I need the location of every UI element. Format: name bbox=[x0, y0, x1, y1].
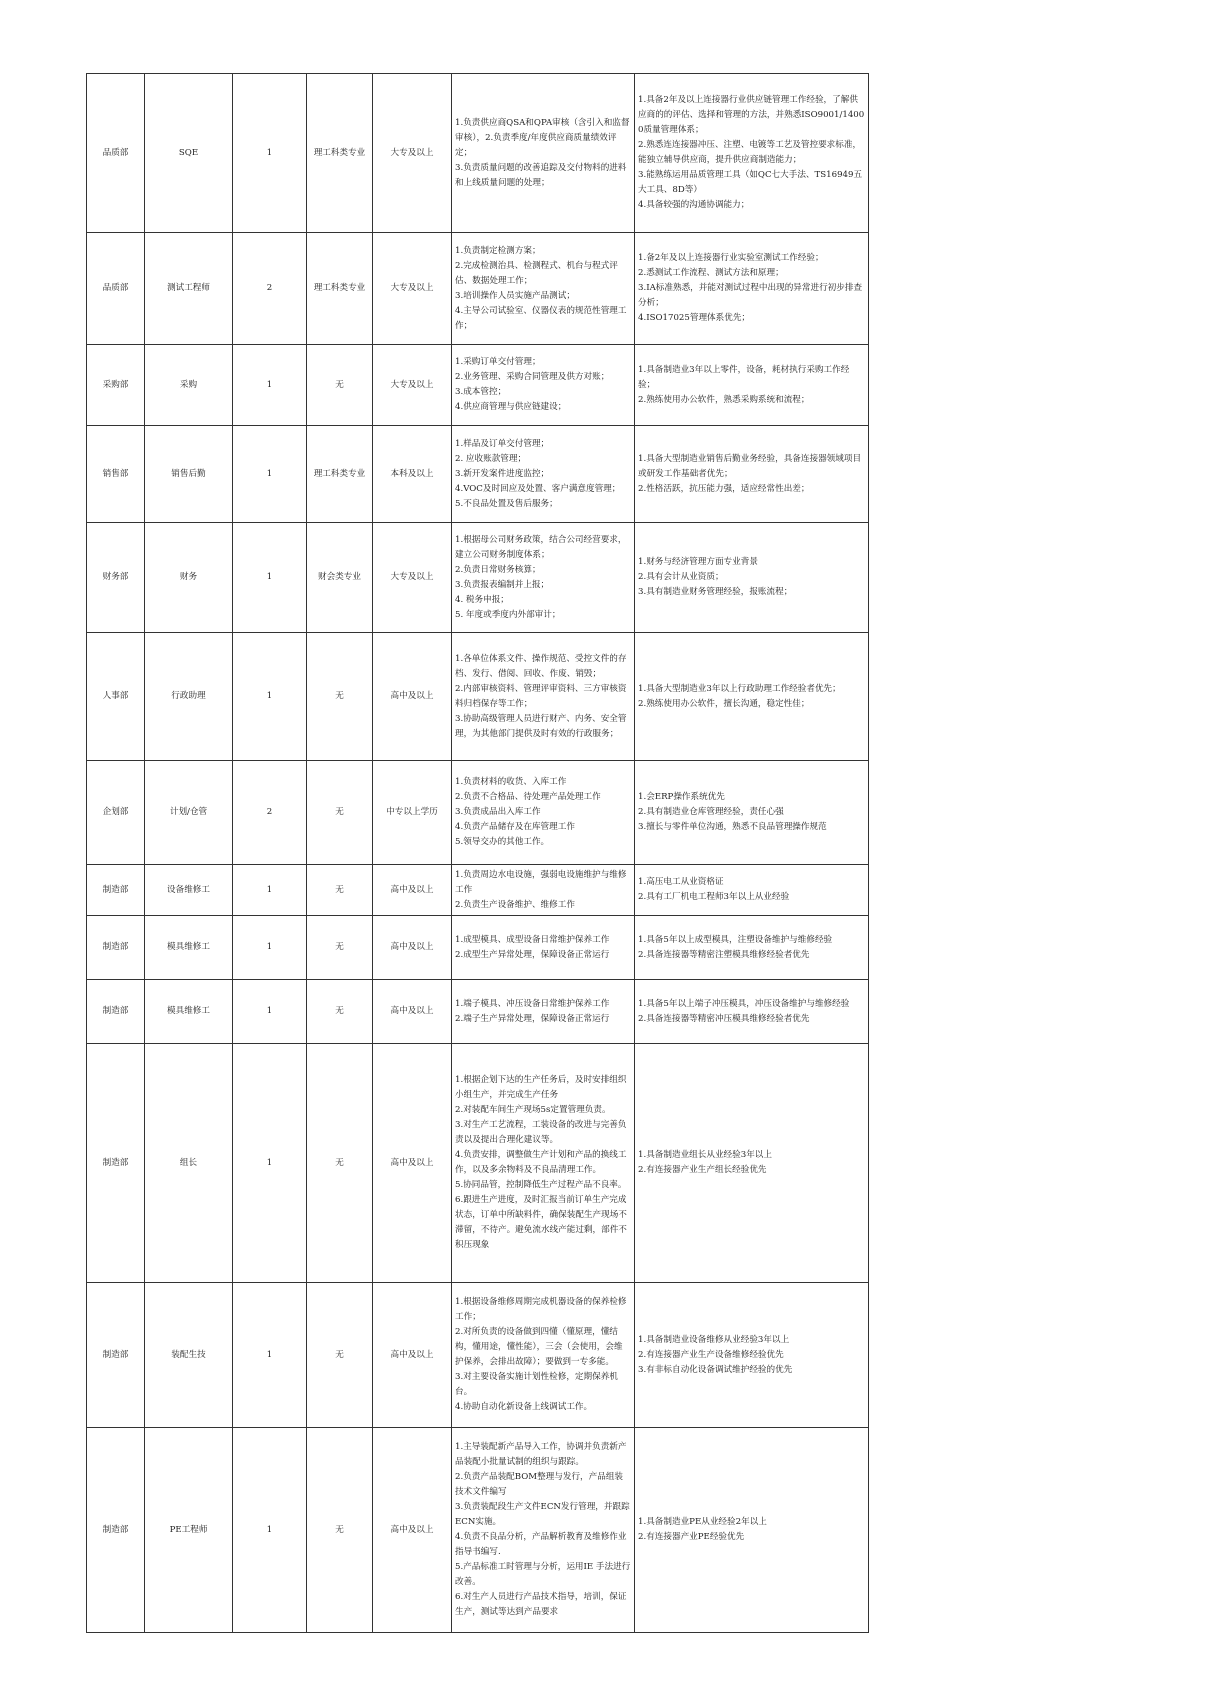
requirements-cell bbox=[635, 1283, 869, 1428]
duties-cell bbox=[452, 761, 635, 865]
position-cell: 销售后勤 bbox=[145, 426, 233, 523]
duties-cell bbox=[452, 523, 635, 633]
duty-line: 1.负责制定检测方案； bbox=[455, 245, 541, 256]
duty-line: 3.对主要设备实施计划性检修，定期保养机台。 bbox=[455, 1372, 618, 1397]
table-body bbox=[87, 74, 869, 1633]
requirement-line: 3.擅长与零件单位沟通，熟悉不良品管理操作规范 bbox=[638, 822, 827, 832]
requirement-line: 2.有连接器产业生产组长经验优先 bbox=[638, 1165, 767, 1175]
duties-cell bbox=[452, 1283, 635, 1428]
dept-cell: 企划部 bbox=[87, 761, 145, 865]
requirement-line: 1.具备大型制造业3年以上行政助理工作经验者优先； bbox=[638, 683, 841, 694]
major-cell: 无 bbox=[307, 345, 373, 426]
duty-line: 1.负责材料的收货、入库工作 bbox=[455, 777, 567, 787]
education-cell: 本科及以上 bbox=[373, 426, 452, 523]
major-cell: 无 bbox=[307, 1044, 373, 1283]
requirement-line: 1.高压电工从业资格证 bbox=[638, 877, 724, 887]
headcount-cell: 1 bbox=[233, 74, 307, 233]
requirement-line: 2.具备连接器等精密注塑模具维修经验者优先 bbox=[638, 949, 810, 960]
headcount-cell: 1 bbox=[233, 523, 307, 633]
requirement-line: 1.具备大型制造业销售后勤业务经验，具备连接器领域项目或研发工作基础者优先； bbox=[638, 453, 862, 479]
duty-line: 5.协同品管，控制降低生产过程产品不良率。 bbox=[455, 1180, 627, 1190]
duties-cell bbox=[452, 1428, 635, 1633]
duty-line: 5. 年度或季度内外部审计； bbox=[455, 609, 561, 620]
education-cell: 大专及以上 bbox=[373, 345, 452, 426]
duty-line: 6.对生产人员进行产品技术指导，培训，保证生产，测试等达到产品要求 bbox=[455, 1592, 627, 1617]
requirements-cell bbox=[635, 980, 869, 1044]
position-cell: 模具维修工 bbox=[145, 980, 233, 1044]
education-cell: 大专及以上 bbox=[373, 233, 452, 345]
duty-line: 4.负责安排，调整做生产计划和产品的换线工作，以及多余物料及不良品清理工作。 bbox=[455, 1150, 627, 1175]
requirements-cell bbox=[635, 916, 869, 980]
duty-line: 1.根据企划下达的生产任务后，及时安排组织小组生产，并完成生产任务 bbox=[455, 1075, 627, 1100]
headcount-cell: 1 bbox=[233, 345, 307, 426]
duty-line: 4. 税务申报； bbox=[455, 594, 509, 605]
duty-line: 5.产品标准工时管理与分析，运用IE 手法进行改善。 bbox=[455, 1562, 631, 1587]
table-row bbox=[87, 345, 869, 426]
dept-cell: 制造部 bbox=[87, 865, 145, 916]
position-cell: 设备维修工 bbox=[145, 865, 233, 916]
duty-line: 2.对装配车间生产现场5s定置管理负责。 bbox=[455, 1105, 611, 1115]
requirements-cell bbox=[635, 865, 869, 916]
duty-line: 2.成型生产异常处理，保障设备正常运行 bbox=[455, 949, 610, 960]
table-row bbox=[87, 1283, 869, 1428]
dept-cell: 品质部 bbox=[87, 233, 145, 345]
headcount-cell: 1 bbox=[233, 1283, 307, 1428]
duty-line: 5.不良品处置及售后服务； bbox=[455, 498, 558, 509]
duties-cell bbox=[452, 233, 635, 345]
duty-line: 4.协助自动化新设备上线调试工作。 bbox=[455, 1402, 593, 1412]
requirement-line: 4.具备较强的沟通协调能力； bbox=[638, 200, 750, 210]
duty-line: 1.端子模具、冲压设备日常维护保养工作 bbox=[455, 998, 610, 1009]
duty-line: 5.领导交办的其他工作。 bbox=[455, 837, 550, 847]
requirement-line: 2.具有会计从业资质； bbox=[638, 572, 724, 582]
duty-line: 1.成型模具、成型设备日常维护保养工作 bbox=[455, 934, 610, 945]
major-cell: 理工科类专业 bbox=[307, 426, 373, 523]
major-cell: 无 bbox=[307, 633, 373, 761]
table-row bbox=[87, 1428, 869, 1633]
requirement-line: 1.具备制造业设备维修从业经验3年以上 bbox=[638, 1334, 790, 1345]
duties-cell bbox=[452, 426, 635, 523]
duty-line: 3.成本管控； bbox=[455, 387, 507, 397]
duties-cell bbox=[452, 865, 635, 916]
requirement-line: 2.有连接器产业PE经验优先 bbox=[638, 1532, 745, 1542]
position-cell: 模具维修工 bbox=[145, 916, 233, 980]
duty-line: 3.培训操作人员实施产品测试； bbox=[455, 290, 575, 301]
requirement-line: 1.具备5年以上成型模具，注塑设备维护与维修经验 bbox=[638, 934, 833, 945]
duty-line: 2.对所负责的设备做到四懂（懂原理，懂结构，懂用途，懂性能），三会（会使用，会维护保养，会排出故障）；要做到一专多能。 bbox=[455, 1327, 623, 1367]
duty-line: 1.样品及订单交付管理； bbox=[455, 438, 550, 449]
duties-cell bbox=[452, 1044, 635, 1283]
duty-line: 3.负责质量问题的改善追踪及交付物料的进料和上线质量问题的处理； bbox=[455, 162, 627, 188]
duty-line: 2.业务管理、采购合同管理及供方对账； bbox=[455, 372, 610, 382]
dept-cell: 制造部 bbox=[87, 1044, 145, 1283]
requirement-line: 2.具有制造业仓库管理经验，责任心强 bbox=[638, 807, 784, 817]
requirement-line: 3.IA标准熟悉，并能对测试过程中出现的异常进行初步排查分析； bbox=[638, 283, 863, 308]
requirements-cell bbox=[635, 426, 869, 523]
duty-line: 2.负责生产设备维护、维修工作 bbox=[455, 899, 575, 910]
duty-line: 4.主导公司试验室、仪器仪表的规范性管理工作； bbox=[455, 305, 627, 331]
headcount-cell: 1 bbox=[233, 916, 307, 980]
table-row bbox=[87, 916, 869, 980]
education-cell: 高中及以上 bbox=[373, 1283, 452, 1428]
duty-line: 3.对生产工艺流程，工装设备的改进与完善负责以及提出合理化建议等。 bbox=[455, 1120, 627, 1145]
requirement-line: 1.具备制造业组长从业经验3年以上 bbox=[638, 1150, 772, 1160]
requirements-cell bbox=[635, 633, 869, 761]
requirements-cell bbox=[635, 233, 869, 345]
duty-line: 4.VOC及时回应及处置、客户满意度管理； bbox=[455, 483, 621, 494]
position-cell: 财务 bbox=[145, 523, 233, 633]
table-row bbox=[87, 865, 869, 916]
recruitment-table bbox=[86, 73, 869, 1633]
duties-cell bbox=[452, 980, 635, 1044]
duty-line: 1.主导装配新产品导入工作，协调并负责新产品装配小批量试制的组织与跟踪。 bbox=[455, 1442, 627, 1467]
headcount-cell: 1 bbox=[233, 980, 307, 1044]
requirement-line: 2.有连接器产业生产设备维修经验优先 bbox=[638, 1349, 784, 1360]
requirement-line: 1.具备制造业PE从业经验2年以上 bbox=[638, 1517, 767, 1527]
duty-line: 2.负责日常财务核算； bbox=[455, 564, 541, 575]
requirement-line: 4.ISO17025管理体系优先； bbox=[638, 313, 751, 323]
education-cell: 高中及以上 bbox=[373, 633, 452, 761]
duty-line: 1.根据母公司财务政策，结合公司经营要求，建立公司财务制度体系； bbox=[455, 534, 627, 560]
major-cell: 无 bbox=[307, 761, 373, 865]
table-row bbox=[87, 233, 869, 345]
duty-line: 2.负责产品装配BOM整理与发行，产品组装技术文件编写 bbox=[455, 1472, 624, 1497]
major-cell: 无 bbox=[307, 980, 373, 1044]
duty-line: 4.负责不良品分析，产品解析教育及维修作业指导书编写. bbox=[455, 1532, 627, 1557]
duty-line: 2. 应收账款管理； bbox=[455, 453, 527, 464]
duty-line: 2.内部审核资料、管理评审资料、三方审核资料归档保存等工作； bbox=[455, 683, 627, 709]
headcount-cell: 1 bbox=[233, 426, 307, 523]
major-cell: 财会类专业 bbox=[307, 523, 373, 633]
education-cell: 大专及以上 bbox=[373, 523, 452, 633]
position-cell: 采购 bbox=[145, 345, 233, 426]
table-row bbox=[87, 761, 869, 865]
table-row bbox=[87, 1044, 869, 1283]
major-cell: 无 bbox=[307, 1283, 373, 1428]
major-cell: 无 bbox=[307, 865, 373, 916]
requirement-line: 1.会ERP操作系统优先 bbox=[638, 792, 725, 802]
duty-line: 3.负责成品出入库工作 bbox=[455, 807, 541, 817]
education-cell: 高中及以上 bbox=[373, 1044, 452, 1283]
position-cell: 组长 bbox=[145, 1044, 233, 1283]
headcount-cell: 1 bbox=[233, 633, 307, 761]
dept-cell: 采购部 bbox=[87, 345, 145, 426]
duty-line: 1.根据设备维修周期完成机器设备的保养检修工作； bbox=[455, 1297, 627, 1322]
major-cell: 无 bbox=[307, 916, 373, 980]
education-cell: 高中及以上 bbox=[373, 916, 452, 980]
major-cell: 理工科类专业 bbox=[307, 74, 373, 233]
duties-cell bbox=[452, 74, 635, 233]
requirement-line: 3.能熟练运用品质管理工具（如QC七大手法、TS16949五大工具、8D等） bbox=[638, 170, 863, 195]
major-cell: 无 bbox=[307, 1428, 373, 1633]
requirement-line: 3.具有制造业财务管理经验，报账流程； bbox=[638, 587, 793, 597]
dept-cell: 销售部 bbox=[87, 426, 145, 523]
requirement-line: 1.备2年及以上连接器行业实验室测试工作经验； bbox=[638, 253, 824, 263]
headcount-cell: 2 bbox=[233, 233, 307, 345]
requirement-line: 1.具备2年及以上连接器行业供应链管理工作经验，了解供应商的的评估、选择和管理的方法，并熟悉ISO9001/14000质量管理体系； bbox=[638, 95, 865, 135]
requirements-cell bbox=[635, 74, 869, 233]
requirement-line: 2.性格活跃，抗压能力强，适应经常性出差； bbox=[638, 483, 810, 494]
position-cell: 装配生技 bbox=[145, 1283, 233, 1428]
dept-cell: 人事部 bbox=[87, 633, 145, 761]
duty-line: 3.新开发案件进度监控； bbox=[455, 468, 550, 479]
headcount-cell: 1 bbox=[233, 865, 307, 916]
table-row bbox=[87, 74, 869, 233]
duty-line: 3.负责报表编制并上报； bbox=[455, 579, 550, 590]
education-cell: 中专以上学历 bbox=[373, 761, 452, 865]
requirement-line: 1.财务与经济管理方面专业背景 bbox=[638, 557, 758, 567]
duty-line: 1.采购订单交付管理； bbox=[455, 357, 541, 367]
requirements-cell bbox=[635, 523, 869, 633]
duty-line: 2.负责不合格品、待处理产品处理工作 bbox=[455, 792, 601, 802]
requirement-line: 2.悉测试工作流程、测试方法和原理； bbox=[638, 268, 784, 278]
major-cell: 理工科类专业 bbox=[307, 233, 373, 345]
dept-cell: 制造部 bbox=[87, 980, 145, 1044]
duty-line: 6.跟进生产进度，及时汇报当前订单生产完成状态，订单中所缺料件，确保装配生产现场不滞留，不待产。避免流水线产能过剩，部件不积压现象 bbox=[455, 1195, 627, 1250]
duty-line: 4.供应商管理与供应链建设； bbox=[455, 402, 567, 412]
headcount-cell: 2 bbox=[233, 761, 307, 865]
dept-cell: 财务部 bbox=[87, 523, 145, 633]
duty-line: 3.协助高级管理人员进行财产、内务、安全管理，为其他部门提供及时有效的行政服务； bbox=[455, 713, 627, 739]
requirement-line: 1.具备5年以上端子冲压模具，冲压设备维护与维修经验 bbox=[638, 998, 850, 1009]
requirements-cell bbox=[635, 1428, 869, 1633]
requirement-line: 2.具有工厂机电工程师3年以上从业经验 bbox=[638, 892, 790, 902]
education-cell: 高中及以上 bbox=[373, 980, 452, 1044]
position-cell: 测试工程师 bbox=[145, 233, 233, 345]
dept-cell: 制造部 bbox=[87, 916, 145, 980]
position-cell: 计划/仓管 bbox=[145, 761, 233, 865]
requirement-line: 2.熟悉连连接器冲压、注塑、电镀等工艺及管控要求标准，能独立辅导供应商，提升供应商制造能力； bbox=[638, 140, 862, 165]
dept-cell: 品质部 bbox=[87, 74, 145, 233]
requirement-line: 2.熟练使用办公软件，擅长沟通，稳定性佳； bbox=[638, 698, 810, 709]
duties-cell bbox=[452, 916, 635, 980]
duty-line: 3.负责装配段生产文件ECN发行管理，并跟踪ECN实施。 bbox=[455, 1502, 630, 1527]
requirements-cell bbox=[635, 761, 869, 865]
table-row bbox=[87, 980, 869, 1044]
duties-cell bbox=[452, 345, 635, 426]
duty-line: 1.负责供应商QSA和QPA审核（含引入和监督审核），2.负责季度/年度供应商质量绩效评定； bbox=[455, 117, 630, 158]
duties-cell bbox=[452, 633, 635, 761]
requirement-line: 3.有非标自动化设备调试维护经验的优先 bbox=[638, 1364, 793, 1375]
dept-cell: 制造部 bbox=[87, 1428, 145, 1633]
table-row bbox=[87, 633, 869, 761]
education-cell: 高中及以上 bbox=[373, 1428, 452, 1633]
duty-line: 1.各单位体系文件、操作规范、受控文件的存档、发行、借阅、回收、作废、销毁； bbox=[455, 653, 627, 679]
headcount-cell: 1 bbox=[233, 1428, 307, 1633]
table-row bbox=[87, 523, 869, 633]
headcount-cell: 1 bbox=[233, 1044, 307, 1283]
table-row bbox=[87, 426, 869, 523]
requirements-cell bbox=[635, 345, 869, 426]
duty-line: 1.负责周边水电设施，强弱电设施维护与维修工作 bbox=[455, 869, 627, 895]
requirement-line: 1.具备制造业3年以上零件，设备，耗材执行采购工作经验； bbox=[638, 364, 850, 390]
position-cell: SQE bbox=[145, 74, 233, 233]
requirements-cell bbox=[635, 1044, 869, 1283]
duty-line: 2.端子生产异常处理，保障设备正常运行 bbox=[455, 1013, 610, 1024]
requirement-line: 2.熟练使用办公软件，熟悉采购系统和流程； bbox=[638, 394, 810, 405]
duty-line: 2.完成检测治具、检测程式、机台与程式评估、数据处理工作； bbox=[455, 260, 618, 286]
position-cell: 行政助理 bbox=[145, 633, 233, 761]
education-cell: 大专及以上 bbox=[373, 74, 452, 233]
dept-cell: 制造部 bbox=[87, 1283, 145, 1428]
requirement-line: 2.具备连接器等精密冲压模具维修经验者优先 bbox=[638, 1013, 810, 1024]
position-cell: PE工程师 bbox=[145, 1428, 233, 1633]
education-cell: 高中及以上 bbox=[373, 865, 452, 916]
duty-line: 4.负责产品储存及在库管理工作 bbox=[455, 822, 575, 832]
